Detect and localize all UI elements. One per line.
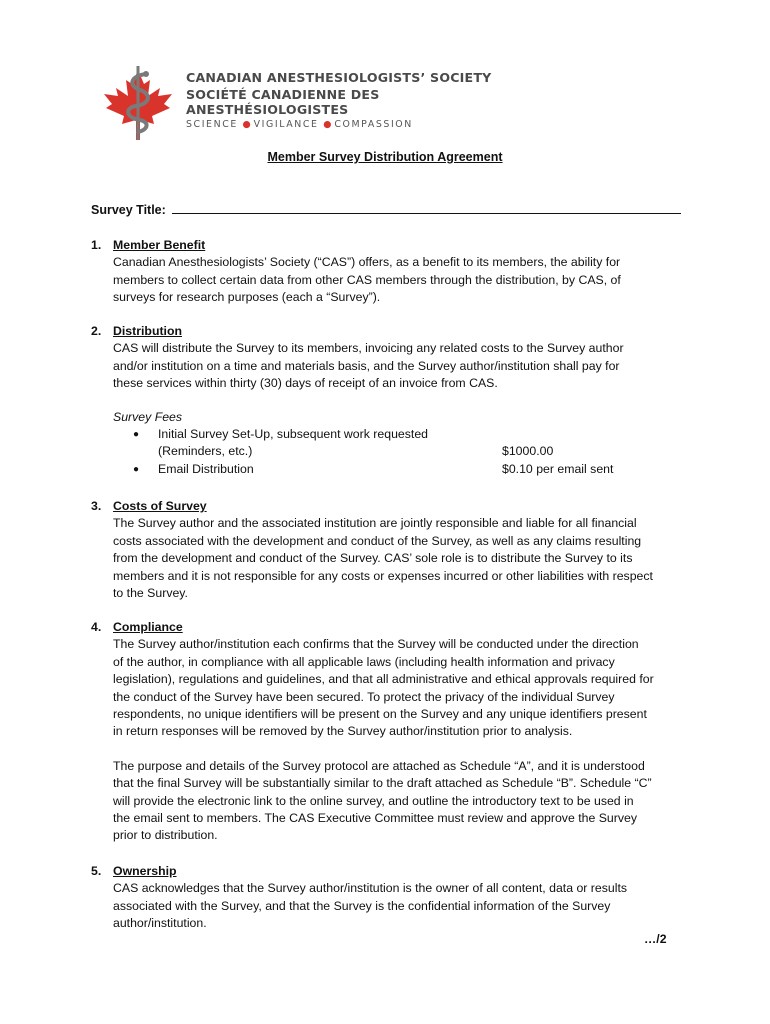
bullet-icon: ● [133,429,140,441]
text-line: surveys for research purposes (each a “Survey”). [113,290,381,305]
text-line: Canadian Anesthesiologists’ Society (“CAS”) offers, as a benefit to its members, the ability for [113,255,621,270]
fee-item: Initial Survey Set-Up, subsequent work requested [158,427,428,442]
text-line: and/or institution on a time and materials basis, and the Survey author/institution shall pay for [113,358,620,373]
tagline-word: VIGILANCE [253,119,319,130]
section-title: Distribution [113,324,182,338]
section-heading [91,498,691,515]
section-title: Costs of Survey [113,499,207,513]
section-ownership [91,863,691,933]
text-line: members to collect certain data from other CAS members through the distribution, by CAS, of [113,272,621,287]
text-line: members and it is not responsible for any costs or expenses incurred or other liabilities with respect [113,568,653,583]
survey-title-blank-line[interactable] [172,202,681,214]
text-line: respondents, no unique identifiers will be present on the Survey and any unique identifiers present [113,707,647,722]
section-body [113,340,691,392]
section-member-benefit [91,237,691,307]
text-line: CAS acknowledges that the Survey author/institution is the owner of all content, data or results [113,881,628,896]
section-number: 5. [91,864,102,878]
section-number: 1. [91,238,102,252]
text-line: the email sent to members. The CAS Executive Committee must review and approve the Survey [113,811,637,826]
text-line: prior to distribution. [113,828,218,843]
maple-leaf-caduceus-icon [100,64,176,144]
text-line: from the development and conduct of the Survey. CAS’ sole role is to distribute the Survey to its [113,551,633,566]
text-line: associated with the Survey, and that the Survey is the confidential information of the Survey [113,898,611,913]
section-body [113,636,691,844]
survey-fees-label: Survey Fees [113,409,183,424]
fee-row [113,461,691,478]
org-name-en: CANADIAN ANESTHESIOLOGISTS’ SOCIETY [186,70,492,85]
text-line: will provide the electronic link to the online survey, and outline the introductory text to be used in [113,793,634,808]
text-line: legislation), regulations and guidelines, and that all administrative and ethical approvals required for [113,672,654,687]
text-line: in return responses will be removed by the Survey author/institution prior to analysis. [113,724,573,739]
section-number: 2. [91,324,102,338]
fee-row-continued [113,443,691,460]
fee-row [113,426,691,443]
section-title: Member Benefit [113,238,206,252]
fee-price: $1000.00 [502,444,554,459]
section-heading [91,323,691,340]
text-line: costs associated with the development and conduct of the Survey, as well as any claims resulting [113,533,642,548]
survey-title-label: Survey Title: [91,203,166,217]
section-costs-of-survey [91,498,691,602]
section-title: Compliance [113,620,183,634]
text-line: the conduct of the Survey have been secured. To protect the privacy of the individual Survey [113,689,615,704]
text-line: The Survey author/institution each confirms that the Survey will be conducted under the direction [113,637,639,652]
section-number: 4. [91,620,102,634]
section-body [113,880,691,932]
tagline [186,119,413,130]
section-heading [91,863,691,880]
document-title: Member Survey Distribution Agreement [267,150,503,164]
text-line: to the Survey. [113,586,188,601]
fee-item: Email Distribution [158,461,254,476]
survey-title-field [91,202,681,217]
section-title: Ownership [113,864,177,878]
section-heading [91,237,691,254]
fee-item-continued: (Reminders, etc.) [158,444,253,459]
tagline-word: COMPASSION [334,119,413,130]
tagline-dot-icon: ● [242,119,254,130]
fee-price: $0.10 per email sent [502,461,614,476]
text-line: The Survey author and the associated institution are jointly responsible and liable for all financial [113,516,637,531]
tagline-word: SCIENCE [186,119,238,130]
section-number: 3. [91,499,102,513]
cas-logo [100,64,500,144]
tagline-dot-icon: ● [323,119,335,130]
text-line: author/institution. [113,916,207,931]
org-name-fr: SOCIÉTÉ CANADIENNE DES ANESTHÉSIOLOGISTES [186,87,380,117]
section-body [113,254,691,306]
section-heading [91,619,691,636]
text-line: these services within thirty (30) days of receipt of an invoice from CAS. [113,376,498,391]
text-line: CAS will distribute the Survey to its members, invoicing any related costs to the Survey author [113,341,624,356]
section-distribution [91,323,691,478]
text-line: of the author, in compliance with all applicable laws (including health information and privacy [113,654,615,669]
page-continuation-marker: …/2 [644,932,667,946]
text-line: that the final Survey will be substantially similar to the draft attached as Schedule “B”. Schedule “C” [113,776,652,791]
section-compliance [91,619,691,845]
bullet-icon: ● [133,463,140,475]
text-line: The purpose and details of the Survey protocol are attached as Schedule “A”, and it is understood [113,758,645,773]
section-body [113,515,691,602]
